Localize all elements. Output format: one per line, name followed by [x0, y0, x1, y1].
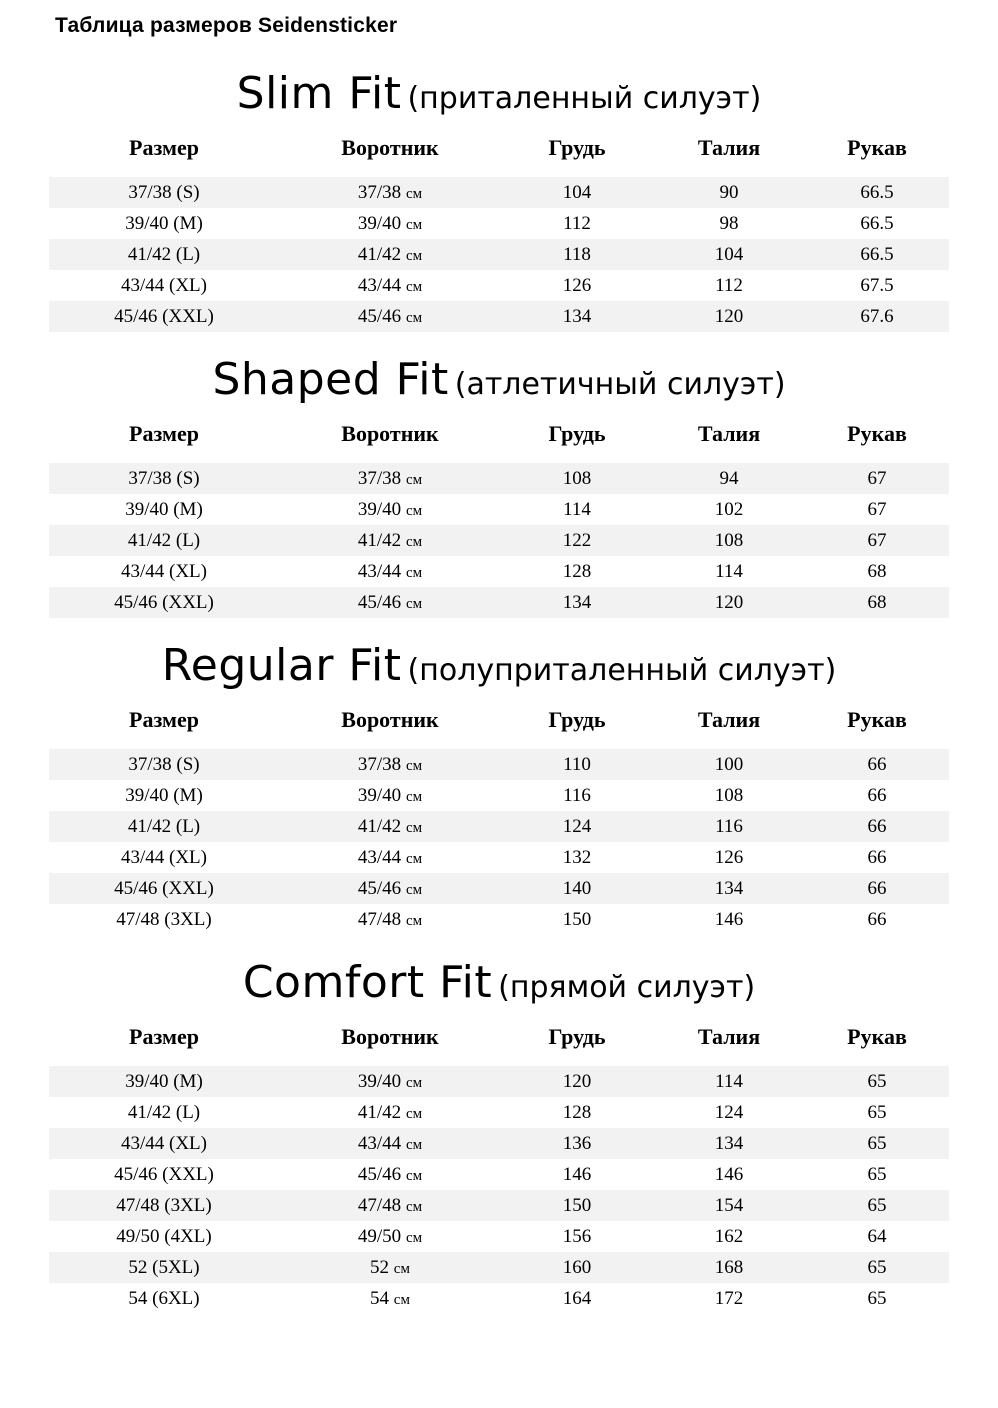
unit-label: см: [405, 1230, 423, 1246]
cell-size: 39/40 (M): [49, 780, 279, 811]
collar-value: 45/46: [357, 592, 402, 613]
cell-size: 43/44 (XL): [49, 556, 279, 587]
column-header: Рукав: [847, 421, 907, 446]
cell-sleeve: 67.6: [805, 301, 949, 332]
collar-value: 37/38: [357, 754, 402, 775]
column-header: Воротник: [341, 1024, 439, 1049]
cell-waist: 154: [653, 1190, 805, 1221]
cell-collar: [279, 1159, 501, 1190]
unit-label: см: [405, 248, 423, 264]
table-row: [49, 301, 949, 332]
fit-name: Comfort Fit: [242, 957, 493, 1008]
cell-collar: [279, 463, 501, 494]
table-header-row: [49, 1018, 949, 1066]
collar-value: 45/46: [357, 878, 402, 899]
cell-chest: 118: [501, 239, 653, 270]
cell-size: 37/38 (S): [49, 463, 279, 494]
cell-waist: 104: [653, 239, 805, 270]
cell-size: 45/46 (XXL): [49, 873, 279, 904]
unit-label: см: [405, 820, 423, 836]
cell-sleeve: 65: [805, 1283, 949, 1314]
column-header: Размер: [129, 707, 199, 732]
table-row: [49, 1221, 949, 1252]
cell-size: 41/42 (L): [49, 1097, 279, 1128]
unit-label: см: [405, 186, 423, 202]
page-title: Таблица размеров Seidensticker: [55, 14, 398, 37]
fit-subtitle: (полуприталенный силуэт): [407, 653, 837, 688]
table-row: [49, 494, 949, 525]
cell-collar: [279, 208, 501, 239]
cell-chest: 112: [501, 208, 653, 239]
cell-chest: 104: [501, 177, 653, 208]
cell-collar: [279, 811, 501, 842]
cell-chest: 116: [501, 780, 653, 811]
table-row: [49, 208, 949, 239]
collar-value: 45/46: [357, 306, 402, 327]
fit-subtitle: (атлетичный силуэт): [454, 367, 786, 402]
cell-size: 47/48 (3XL): [49, 904, 279, 935]
cell-sleeve: 67: [805, 463, 949, 494]
cell-chest: 126: [501, 270, 653, 301]
cell-sleeve: 66.5: [805, 208, 949, 239]
collar-value: 39/40: [357, 499, 402, 520]
table-row: [49, 239, 949, 270]
unit-label: см: [393, 1292, 410, 1308]
unit-label: см: [405, 851, 423, 867]
cell-chest: 120: [501, 1066, 653, 1097]
size-table: [49, 415, 949, 618]
cell-sleeve: 67: [805, 494, 949, 525]
cell-sleeve: 66: [805, 904, 949, 935]
unit-label: см: [405, 596, 423, 612]
cell-collar: [279, 239, 501, 270]
collar-value: 39/40: [357, 1071, 402, 1092]
cell-sleeve: 67.5: [805, 270, 949, 301]
table-row: [49, 1252, 949, 1283]
unit-label: см: [405, 789, 423, 805]
cell-collar: [279, 1190, 501, 1221]
cell-sleeve: 66: [805, 873, 949, 904]
fit-heading: [0, 338, 998, 405]
fit-section: [0, 941, 998, 1314]
column-header: Грудь: [548, 421, 606, 446]
cell-waist: 126: [653, 842, 805, 873]
collar-value: 41/42: [357, 816, 402, 837]
cell-chest: 110: [501, 749, 653, 780]
cell-waist: 146: [653, 1159, 805, 1190]
cell-waist: 94: [653, 463, 805, 494]
cell-size: 37/38 (S): [49, 177, 279, 208]
cell-collar: [279, 1128, 501, 1159]
cell-waist: 134: [653, 873, 805, 904]
table-row: [49, 463, 949, 494]
unit-label: см: [405, 279, 423, 295]
unit-label: см: [405, 565, 423, 581]
cell-waist: 116: [653, 811, 805, 842]
cell-collar: [279, 749, 501, 780]
cell-size: 43/44 (XL): [49, 842, 279, 873]
cell-sleeve: 66: [805, 842, 949, 873]
table-row: [49, 780, 949, 811]
cell-size: 52 (5XL): [49, 1252, 279, 1283]
table-row: [49, 842, 949, 873]
table-row: [49, 1190, 949, 1221]
unit-label: см: [405, 758, 423, 774]
collar-value: 41/42: [357, 244, 402, 265]
collar-value: 37/38: [357, 468, 402, 489]
fit-subtitle: (прямой силуэт): [498, 970, 756, 1005]
table-header-row: [49, 415, 949, 463]
cell-collar: [279, 177, 501, 208]
cell-sleeve: 66: [805, 780, 949, 811]
cell-collar: [279, 587, 501, 618]
cell-sleeve: 66.5: [805, 177, 949, 208]
cell-chest: 146: [501, 1159, 653, 1190]
cell-waist: 102: [653, 494, 805, 525]
cell-size: 45/46 (XXL): [49, 301, 279, 332]
cell-chest: 122: [501, 525, 653, 556]
cell-sleeve: 65: [805, 1252, 949, 1283]
cell-sleeve: 64: [805, 1221, 949, 1252]
fit-name: Slim Fit: [236, 68, 402, 119]
cell-sleeve: 68: [805, 587, 949, 618]
fit-heading: [0, 624, 998, 691]
cell-size: 45/46 (XXL): [49, 587, 279, 618]
column-header: Размер: [129, 1024, 199, 1049]
column-header: Грудь: [548, 707, 606, 732]
cell-waist: 168: [653, 1252, 805, 1283]
fit-section: [0, 52, 998, 332]
cell-collar: [279, 1097, 501, 1128]
unit-label: см: [405, 1106, 423, 1122]
unit-label: см: [405, 503, 423, 519]
table-row: [49, 525, 949, 556]
cell-waist: 146: [653, 904, 805, 935]
cell-sleeve: 67: [805, 525, 949, 556]
unit-label: см: [405, 217, 423, 233]
cell-chest: 108: [501, 463, 653, 494]
cell-size: 41/42 (L): [49, 525, 279, 556]
cell-sleeve: 65: [805, 1159, 949, 1190]
cell-waist: 100: [653, 749, 805, 780]
cell-size: 39/40 (M): [49, 1066, 279, 1097]
cell-sleeve: 65: [805, 1128, 949, 1159]
cell-size: 43/44 (XL): [49, 270, 279, 301]
column-header: Грудь: [548, 1024, 606, 1049]
cell-chest: 136: [501, 1128, 653, 1159]
cell-chest: 160: [501, 1252, 653, 1283]
table-row: [49, 873, 949, 904]
cell-size: 49/50 (4XL): [49, 1221, 279, 1252]
collar-value: 54: [370, 1288, 390, 1309]
fit-sections: [0, 52, 998, 1314]
cell-size: 47/48 (3XL): [49, 1190, 279, 1221]
unit-label: см: [405, 534, 423, 550]
collar-value: 47/48: [357, 909, 402, 930]
table-row: [49, 177, 949, 208]
cell-size: 41/42 (L): [49, 239, 279, 270]
cell-size: 43/44 (XL): [49, 1128, 279, 1159]
collar-value: 47/48: [357, 1195, 402, 1216]
unit-label: см: [393, 1261, 410, 1277]
collar-value: 39/40: [357, 785, 402, 806]
cell-size: 41/42 (L): [49, 811, 279, 842]
table-row: [49, 1128, 949, 1159]
cell-chest: 124: [501, 811, 653, 842]
cell-chest: 128: [501, 556, 653, 587]
collar-value: 43/44: [357, 561, 402, 582]
table-row: [49, 1159, 949, 1190]
cell-sleeve: 65: [805, 1190, 949, 1221]
cell-waist: 120: [653, 587, 805, 618]
collar-value: 41/42: [357, 530, 402, 551]
cell-waist: 120: [653, 301, 805, 332]
cell-waist: 98: [653, 208, 805, 239]
cell-collar: [279, 1221, 501, 1252]
cell-collar: [279, 1252, 501, 1283]
cell-collar: [279, 873, 501, 904]
column-header: Талия: [697, 135, 761, 160]
collar-value: 39/40: [357, 213, 402, 234]
column-header: Рукав: [847, 707, 907, 732]
collar-value: 37/38: [357, 182, 402, 203]
fit-name: Regular Fit: [161, 640, 402, 691]
cell-waist: 108: [653, 525, 805, 556]
table-row: [49, 1283, 949, 1314]
unit-label: см: [405, 1137, 423, 1153]
cell-collar: [279, 556, 501, 587]
cell-chest: 150: [501, 904, 653, 935]
cell-waist: 134: [653, 1128, 805, 1159]
unit-label: см: [405, 1199, 423, 1215]
cell-chest: 134: [501, 301, 653, 332]
cell-size: 45/46 (XXL): [49, 1159, 279, 1190]
cell-chest: 140: [501, 873, 653, 904]
collar-value: 43/44: [357, 275, 402, 296]
cell-waist: 90: [653, 177, 805, 208]
cell-sleeve: 65: [805, 1066, 949, 1097]
cell-size: 37/38 (S): [49, 749, 279, 780]
table-header-row: [49, 129, 949, 177]
cell-chest: 128: [501, 1097, 653, 1128]
cell-sleeve: 66: [805, 749, 949, 780]
cell-waist: 114: [653, 556, 805, 587]
table-row: [49, 270, 949, 301]
unit-label: см: [405, 1168, 423, 1184]
cell-chest: 150: [501, 1190, 653, 1221]
unit-label: см: [405, 310, 423, 326]
cell-waist: 112: [653, 270, 805, 301]
cell-collar: [279, 494, 501, 525]
cell-waist: 124: [653, 1097, 805, 1128]
column-header: Размер: [129, 135, 199, 160]
collar-value: 43/44: [357, 847, 402, 868]
cell-collar: [279, 904, 501, 935]
column-header: Талия: [697, 1024, 761, 1049]
cell-collar: [279, 525, 501, 556]
fit-subtitle: (приталенный силуэт): [407, 81, 762, 116]
cell-size: 39/40 (M): [49, 208, 279, 239]
cell-waist: 108: [653, 780, 805, 811]
cell-chest: 156: [501, 1221, 653, 1252]
collar-value: 41/42: [357, 1102, 402, 1123]
collar-value: 49/50: [357, 1226, 402, 1247]
cell-waist: 172: [653, 1283, 805, 1314]
cell-chest: 114: [501, 494, 653, 525]
cell-size: 39/40 (M): [49, 494, 279, 525]
column-header: Воротник: [341, 135, 439, 160]
fit-heading: [0, 52, 998, 119]
fit-name: Shaped Fit: [212, 354, 449, 405]
column-header: Грудь: [548, 135, 606, 160]
unit-label: см: [405, 882, 423, 898]
cell-waist: 162: [653, 1221, 805, 1252]
size-table: [49, 1018, 949, 1314]
cell-chest: 164: [501, 1283, 653, 1314]
fit-heading: [0, 941, 998, 1008]
cell-size: 54 (6XL): [49, 1283, 279, 1314]
table-row: [49, 904, 949, 935]
table-row: [49, 587, 949, 618]
column-header: Воротник: [341, 707, 439, 732]
cell-sleeve: 68: [805, 556, 949, 587]
cell-collar: [279, 301, 501, 332]
column-header: Талия: [697, 707, 761, 732]
size-table: [49, 701, 949, 935]
collar-value: 52: [370, 1257, 390, 1278]
cell-collar: [279, 780, 501, 811]
cell-sleeve: 65: [805, 1097, 949, 1128]
table-row: [49, 556, 949, 587]
column-header: Воротник: [341, 421, 439, 446]
unit-label: см: [405, 1075, 423, 1091]
cell-sleeve: 66: [805, 811, 949, 842]
cell-collar: [279, 1066, 501, 1097]
collar-value: 45/46: [357, 1164, 402, 1185]
cell-chest: 134: [501, 587, 653, 618]
collar-value: 43/44: [357, 1133, 402, 1154]
table-row: [49, 749, 949, 780]
cell-waist: 114: [653, 1066, 805, 1097]
cell-collar: [279, 842, 501, 873]
cell-collar: [279, 270, 501, 301]
column-header: Размер: [129, 421, 199, 446]
column-header: Рукав: [847, 135, 907, 160]
cell-chest: 132: [501, 842, 653, 873]
column-header: Рукав: [847, 1024, 907, 1049]
unit-label: см: [405, 913, 423, 929]
cell-sleeve: 66.5: [805, 239, 949, 270]
fit-section: [0, 338, 998, 618]
table-row: [49, 1066, 949, 1097]
fit-section: [0, 624, 998, 935]
unit-label: см: [405, 472, 423, 488]
size-table: [49, 129, 949, 332]
column-header: Талия: [697, 421, 761, 446]
table-row: [49, 1097, 949, 1128]
cell-collar: [279, 1283, 501, 1314]
table-row: [49, 811, 949, 842]
table-header-row: [49, 701, 949, 749]
